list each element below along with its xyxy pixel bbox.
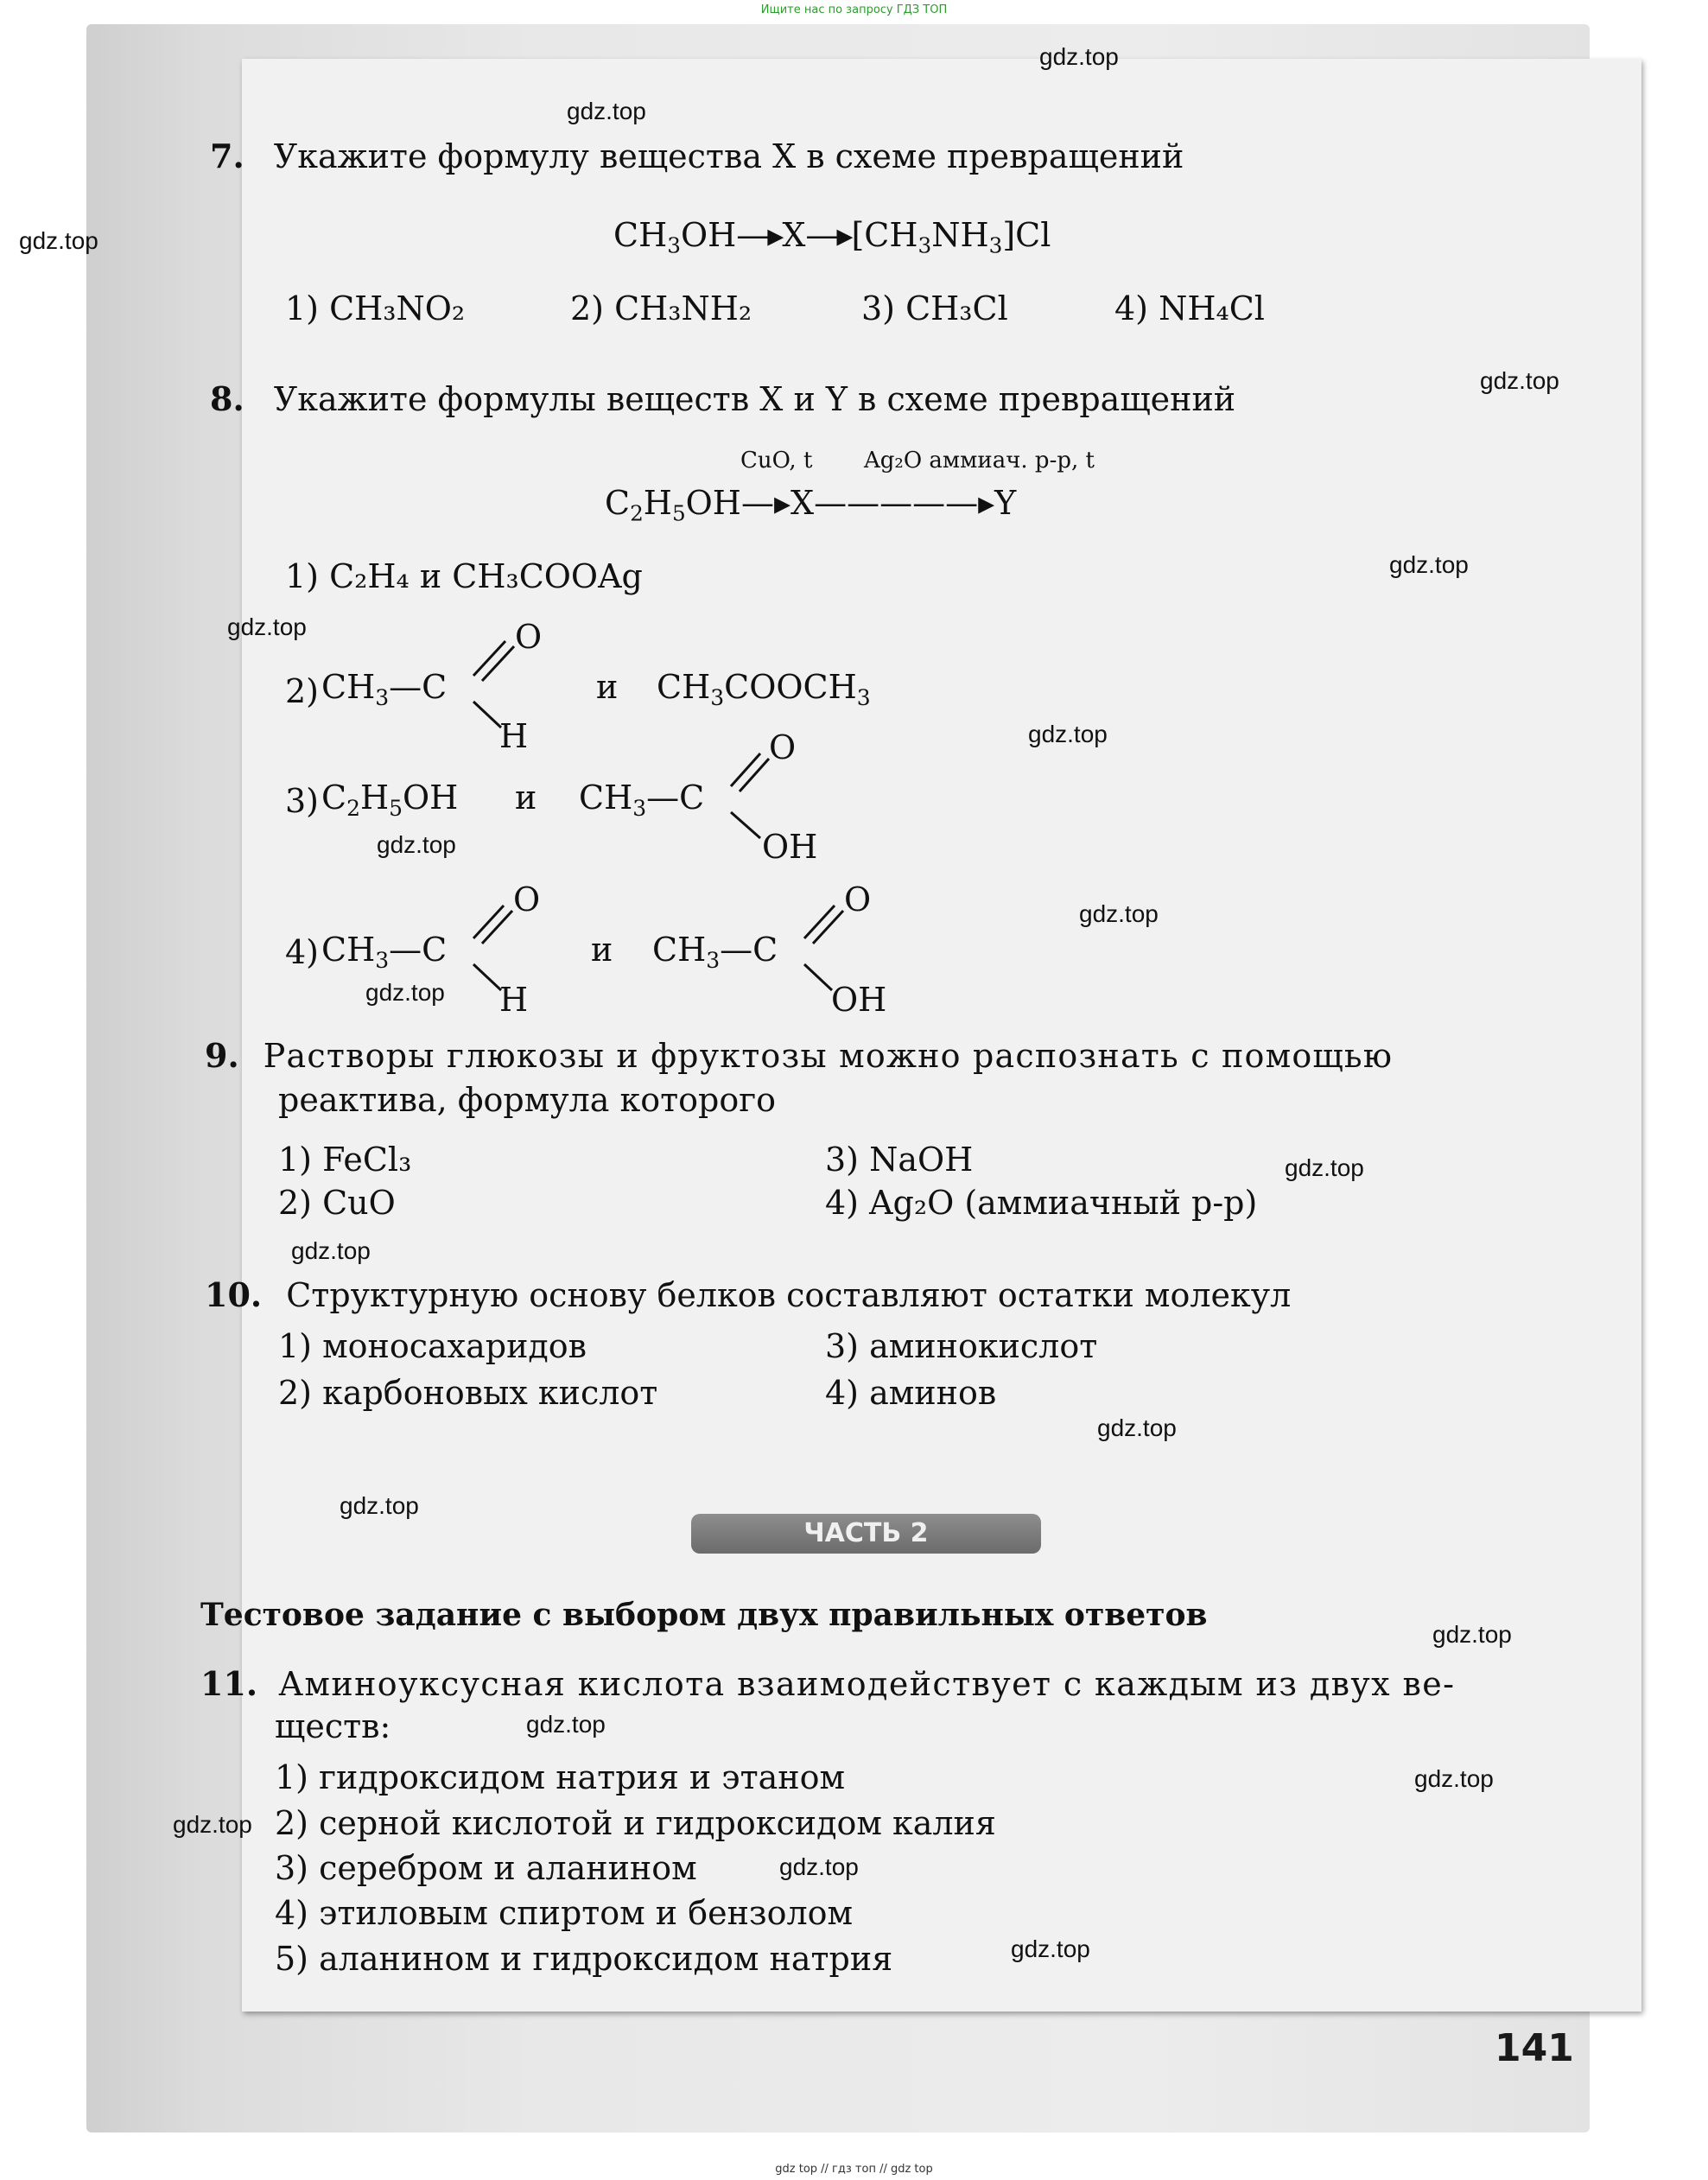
q9-option-3[interactable]: 3) NaOH xyxy=(825,1141,974,1179)
q11-option-2[interactable]: 2) серной кислотой и гидроксидом калия xyxy=(275,1804,996,1842)
q9-option-2[interactable]: 2) CuO xyxy=(278,1184,396,1222)
svg-text:O: O xyxy=(515,618,543,656)
question-number: 8. xyxy=(210,379,244,418)
watermark: gdz.top xyxy=(365,979,445,1006)
watermark: gdz.top xyxy=(1039,43,1119,70)
question-text: Растворы глюкозы и фруктозы можно распознать с помощью xyxy=(263,1037,1394,1075)
svg-text:OH: OH xyxy=(831,981,887,1019)
question-number: 7. xyxy=(210,137,244,175)
q11-option-3[interactable]: 3) серебром и аланином xyxy=(275,1849,697,1887)
svg-text:и: и xyxy=(596,668,619,706)
question-number: 9. xyxy=(205,1036,239,1075)
svg-text:CH3—C: $CH_3—C$ xyxy=(579,779,705,821)
q8-scheme: $C_2H_5OH—▸X—————▸Y$ xyxy=(605,484,1017,526)
condition-1: CuO, t xyxy=(740,448,813,473)
svg-text:CH3COOCH3: $CH_3COOCH_3$ xyxy=(657,668,871,710)
svg-text:C2H5OH: $C_2H_5OH$ xyxy=(321,779,459,821)
top-note: Ищите нас по запросу ГДЗ ТОП xyxy=(760,3,948,16)
condition-2: Ag₂O аммиач. р-р, t xyxy=(864,448,1095,473)
q9-option-1[interactable]: 1) FeCl₃ xyxy=(278,1141,412,1179)
question-text: Аминоуксусная кислота взаимодействует с каждым из двух ве- xyxy=(278,1665,1456,1703)
question-7 xyxy=(210,136,1184,178)
watermark: gdz.top xyxy=(1028,721,1108,747)
q10-option-2[interactable]: 2) карбоновых кислот xyxy=(278,1374,658,1412)
svg-text:O: O xyxy=(844,880,872,918)
watermark: gdz.top xyxy=(567,98,646,124)
svg-text:H: H xyxy=(499,717,529,755)
watermark: gdz.top xyxy=(1011,1935,1090,1962)
watermark: gdz.top xyxy=(291,1237,371,1264)
q7-scheme: $CH_3OH—▸X—▸[CH_3NH_3]Cl$ xyxy=(613,216,1051,258)
question-9-line-2: реактива, формула которого xyxy=(278,1081,777,1119)
watermark: gdz.top xyxy=(1480,367,1559,394)
question-text: Укажите формулы веществ X и Y в схеме превращений xyxy=(273,380,1236,418)
svg-text:CH3—C: $CH_3—C$ xyxy=(321,668,448,710)
svg-text:O: O xyxy=(513,880,541,918)
page-number: 141 xyxy=(1495,2026,1574,2070)
svg-text:и: и xyxy=(591,931,613,969)
q10-option-1[interactable]: 1) моносахаридов xyxy=(278,1327,587,1365)
watermark: gdz.top xyxy=(526,1711,606,1738)
svg-text:OH: OH xyxy=(762,828,818,866)
q11-option-5[interactable]: 5) аланином и гидроксидом натрия xyxy=(275,1940,893,1978)
question-8 xyxy=(210,378,1235,421)
watermark: gdz.top xyxy=(227,613,307,640)
watermark: gdz.top xyxy=(779,1853,859,1880)
footer-note: gdz top // гдз топ // gdz top xyxy=(775,2163,933,2176)
svg-text:CH3—C: $CH_3—C$ xyxy=(321,931,448,973)
question-11-line-2: ществ: xyxy=(275,1707,391,1745)
svg-text:CH3—C: $CH_3—C$ xyxy=(652,931,778,973)
q9-option-4[interactable]: 4) Ag₂O (аммиачный р-р) xyxy=(825,1184,1258,1222)
question-text: Структурную основу белков составляют остатки молекул xyxy=(286,1276,1292,1314)
svg-text:и: и xyxy=(515,779,537,817)
q10-option-4[interactable]: 4) аминов xyxy=(825,1374,997,1412)
q8-option-3[interactable]: 3) xyxy=(285,782,320,820)
watermark: gdz.top xyxy=(19,227,98,254)
watermark: gdz.top xyxy=(173,1811,252,1838)
svg-text:O: O xyxy=(769,728,797,766)
section-heading: Тестовое задание с выбором двух правильных ответов xyxy=(200,1597,1208,1633)
question-9 xyxy=(205,1035,1393,1077)
question-number: 11. xyxy=(200,1664,258,1703)
watermark: gdz.top xyxy=(1414,1765,1494,1792)
watermark: gdz.top xyxy=(1285,1154,1364,1181)
watermark: gdz.top xyxy=(1097,1414,1177,1441)
q7-option-1[interactable]: 1) CH₃NO₂ xyxy=(285,289,466,327)
question-text: Укажите формулу вещества X в схеме превращений xyxy=(273,137,1184,175)
question-10 xyxy=(205,1274,1291,1317)
q10-option-3[interactable]: 3) аминокислот xyxy=(825,1327,1098,1365)
watermark: gdz.top xyxy=(340,1492,419,1519)
watermark: gdz.top xyxy=(377,831,456,858)
q7-option-4[interactable]: 4) NH₄Cl xyxy=(1114,289,1265,327)
q8-option-1[interactable]: 1) C₂H₄ и CH₃COOAg xyxy=(285,557,643,595)
q7-option-3[interactable]: 3) CH₃Cl xyxy=(861,289,1008,327)
watermark: gdz.top xyxy=(1079,900,1159,927)
q8-option-2[interactable]: 2) xyxy=(285,672,320,710)
q8-option-3-structure xyxy=(320,728,924,871)
section-title: ЧАСТЬ 2 xyxy=(691,1514,1041,1554)
q8-option-4-structure xyxy=(320,881,942,1020)
q8-option-4[interactable]: 4) xyxy=(285,933,320,971)
question-number: 10. xyxy=(205,1275,263,1314)
q11-option-1[interactable]: 1) гидроксидом натрия и этаном xyxy=(275,1758,846,1796)
q11-option-4[interactable]: 4) этиловым спиртом и бензолом xyxy=(275,1894,854,1932)
question-11 xyxy=(200,1663,1455,1706)
watermark: gdz.top xyxy=(1432,1621,1512,1648)
q7-option-2[interactable]: 2) CH₃NH₂ xyxy=(570,289,752,327)
svg-text:H: H xyxy=(499,981,529,1019)
watermark: gdz.top xyxy=(1389,551,1469,578)
